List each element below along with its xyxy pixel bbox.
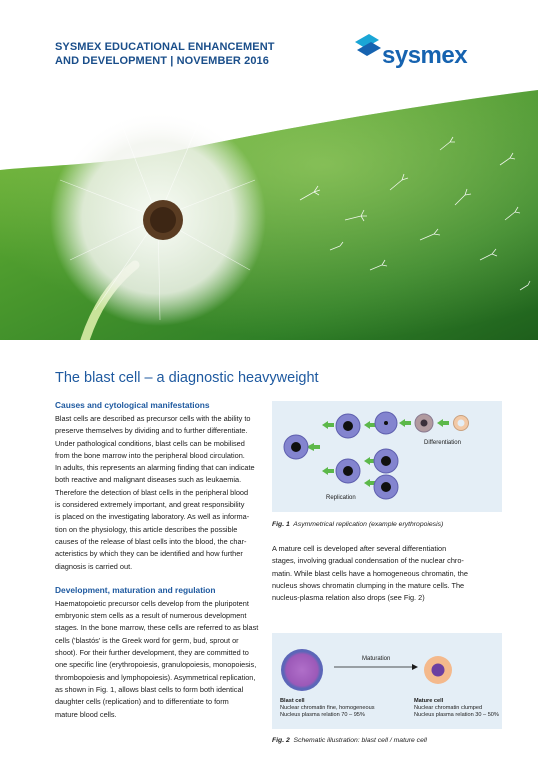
- text-line: is placed on the investigating laboratory. As well as informa-: [55, 512, 250, 522]
- sysmex-logo-mark-icon: [355, 34, 381, 56]
- header-line-1: SYSMEX EDUCATIONAL ENHANCEMENT: [55, 41, 275, 53]
- article-title: The blast cell – a diagnostic heavyweight: [55, 370, 319, 386]
- fig2-mature-line2: Nucleus plasma relation 30 – 50%: [414, 712, 499, 718]
- text-line: embryonic stem cells as a result of numerous development: [55, 611, 247, 621]
- text-line: nucleus-plasma relation also drops (see Fig. 2): [272, 593, 425, 603]
- figure-2-caption-text: Schematic illustration: blast cell / mature cell: [293, 737, 427, 744]
- figure-2-caption: [272, 737, 427, 744]
- text-line: Haematopoietic precursor cells develop from the pluripotent: [55, 598, 249, 608]
- figure-1-caption-number: Fig. 1: [272, 521, 290, 528]
- text-line: In adults, this represents an alarming finding that can indicate: [55, 463, 255, 473]
- fig2-label-maturation: Maturation: [362, 656, 391, 662]
- fig2-blast-line1: Nuclear chromatin fine, homogeneous: [280, 705, 375, 711]
- fig2-mature-line1: Nuclear chromatin clumped: [414, 705, 483, 711]
- fig1-cell: [415, 414, 433, 432]
- text-line: both reactive and malignant diseases such as leukaemia.: [55, 475, 242, 485]
- sysmex-logo-text: sysmex: [382, 42, 468, 69]
- figure-1-asymmetrical-replication: [272, 401, 502, 512]
- fig1-cell: [336, 459, 360, 483]
- fig2-blast-line2: Nucleus plasma relation 70 – 95%: [280, 712, 365, 718]
- fig1-cell: [374, 475, 398, 499]
- text-line: nucleus shows chromatin clumping in the mature cells. The: [272, 580, 465, 590]
- text-line: tion on the physiology, this article describes the possible: [55, 524, 238, 534]
- section-heading-development: Development, maturation and regulation: [55, 584, 216, 595]
- fig2-blast-title: Blast cell: [280, 698, 305, 704]
- right-column-paragraph: [272, 543, 504, 604]
- text-line: causes of the release of blast cells into the blood, the char-: [55, 536, 247, 546]
- text-line: as shown in Fig. 1, allows blast cells to form both identical: [55, 684, 244, 694]
- fig1-cell: [454, 416, 469, 431]
- text-line: Under pathological conditions, blast cells can be mobilised: [55, 438, 245, 448]
- section-paragraph-development: [55, 598, 263, 721]
- header-line-2: AND DEVELOPMENT | NOVEMBER 2016: [55, 55, 269, 67]
- left-column: [55, 400, 263, 721]
- text-line: Blast cells are described as precursor cells with the ability to: [55, 414, 251, 423]
- text-line: cells ('blastós' is the Greek word for germ, bud, sprout or: [55, 635, 239, 645]
- text-line: mature blood cells.: [55, 709, 117, 719]
- figure-1-caption-text: Asymmetrical replication (example erythropoiesis): [293, 521, 444, 528]
- section-paragraph-causes: [55, 413, 263, 573]
- fig1-label-replication: Replication: [326, 495, 356, 501]
- fig2-mature-title: Mature cell: [414, 698, 444, 704]
- figure-2-caption-number: Fig. 2: [272, 737, 290, 744]
- text-line: matin. While blast cells have a homogeneous chromatin, the: [272, 568, 468, 578]
- text-line: stages, involving gradual condensation of the nuclear chro-: [272, 556, 464, 566]
- text-line: from the bone marrow into the peripheral blood circulation.: [55, 450, 245, 460]
- fig1-label-differentiation: Differentiation: [424, 440, 461, 446]
- fig1-cell: [375, 412, 397, 434]
- text-line: acteristics by which they can be identified and how further: [55, 549, 243, 559]
- text-line: preserve themselves by dividing and to further differentiate.: [55, 426, 248, 436]
- hero-dandelion-image: [0, 70, 538, 340]
- text-line: diagnosis is carried out.: [55, 561, 133, 571]
- text-line: A mature cell is developed after several differentiation: [272, 544, 447, 553]
- section-heading-causes: Causes and cytological manifestations: [55, 400, 210, 410]
- text-line: shoot). For their further development, they are committed to: [55, 648, 249, 658]
- text-line: stages. In the bone marrow, these cells are referred to as blast: [55, 623, 259, 633]
- text-line: Therefore the detection of blast cells in the peripheral blood: [55, 487, 249, 497]
- fig1-cell: [284, 435, 308, 459]
- text-line: daughter cells (replication) and to differentiate to form: [55, 697, 229, 707]
- text-line: thrombopoiesis and lymphopoiesis). Asymmetrical replication,: [55, 672, 256, 682]
- fig1-cell: [374, 449, 398, 473]
- figure-1-caption: [272, 521, 443, 528]
- text-line: is considered extremely important, and great responsibility: [55, 500, 245, 510]
- figure-2-blast-vs-mature: [272, 633, 502, 729]
- fig1-cell: [336, 414, 360, 438]
- text-line: one specific line (erythropoiesis, granulopoiesis, monopoiesis,: [55, 660, 257, 670]
